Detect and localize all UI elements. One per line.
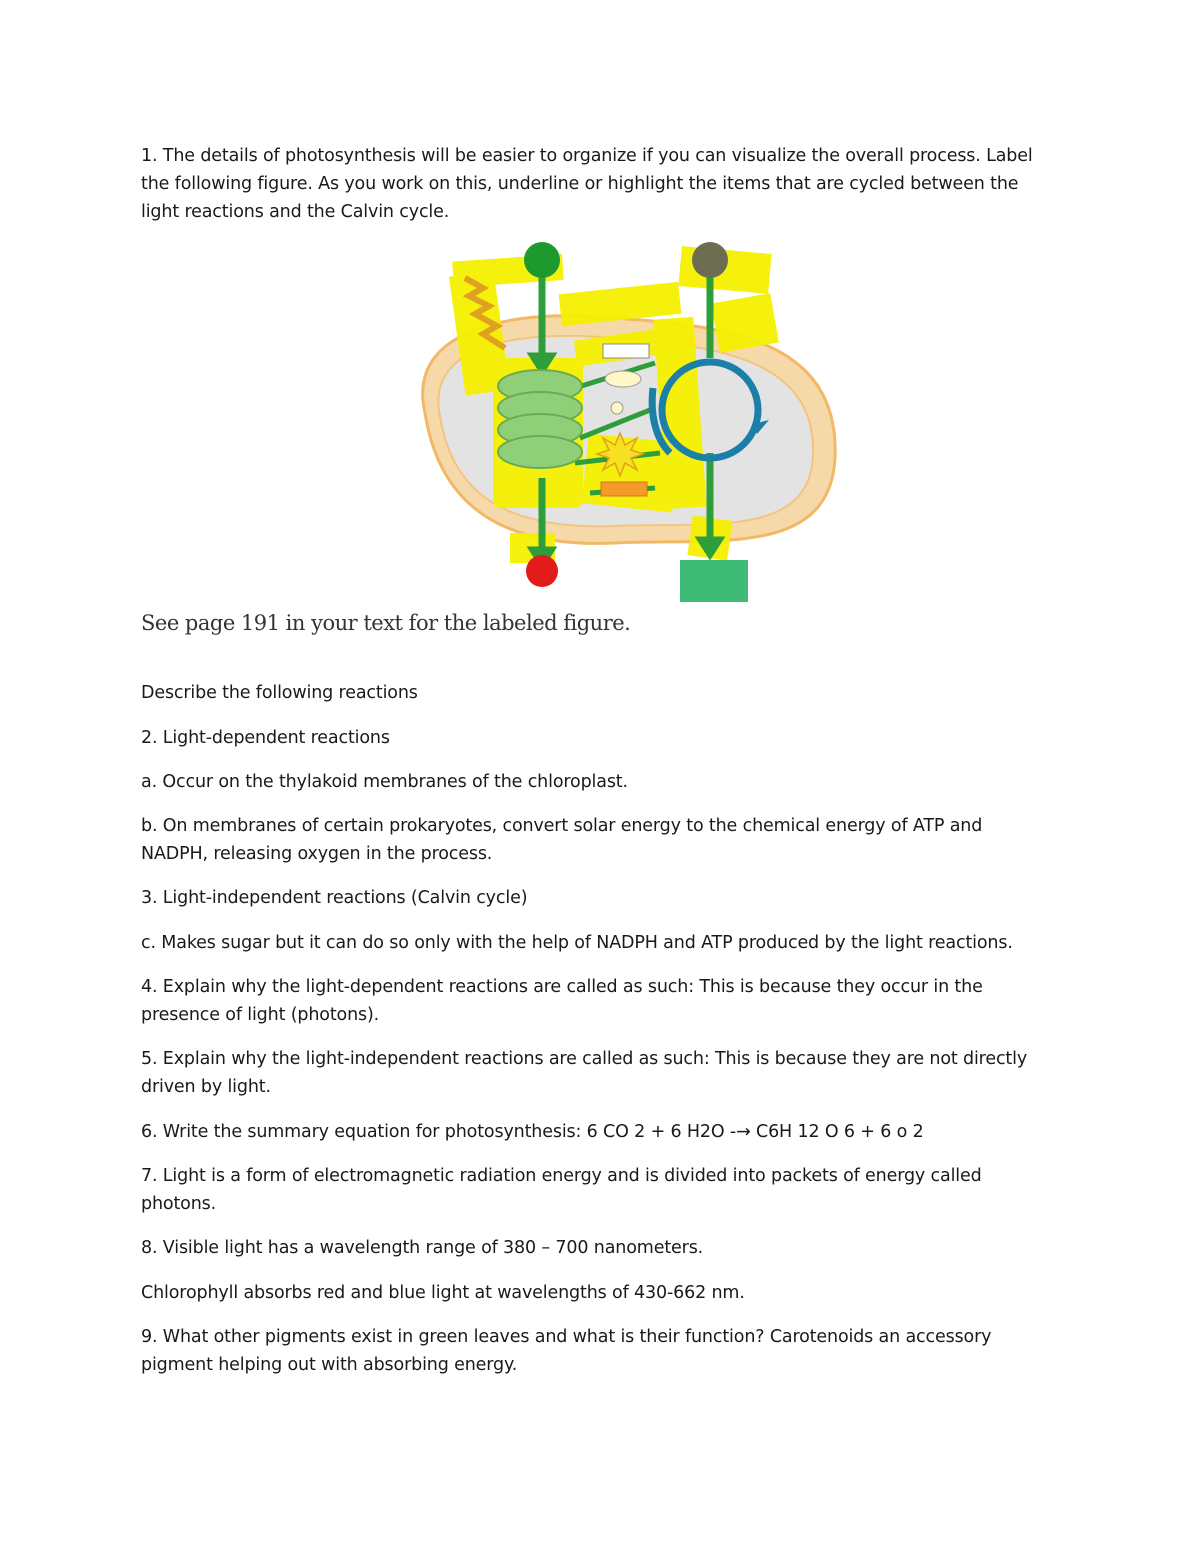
question-7: 7. Light is a form of electromagnetic radiation energy and is divided into packets of energy called photons. bbox=[141, 1166, 982, 1214]
question-2: 2. Light-dependent reactions bbox=[141, 728, 390, 748]
question-4: 4. Explain why the light-dependent reactions are called as such: This is because they occur in the presence of light (photons). bbox=[141, 977, 983, 1025]
answer-2a: a. Occur on the thylakoid membranes of the chloroplast. bbox=[141, 772, 628, 792]
answer-2b: b. On membranes of certain prokaryotes, convert solar energy to the chemical energy of ATP and NADPH, releasing oxygen in the process. bbox=[141, 816, 983, 864]
question-8: 8. Visible light has a wavelength range of 380 – 700 nanometers. bbox=[141, 1238, 704, 1258]
chloroplast-diagram bbox=[385, 238, 845, 608]
thylakoid-stack bbox=[498, 370, 582, 468]
photosynthesis-figure bbox=[385, 238, 845, 608]
co2-molecule bbox=[692, 242, 728, 278]
adp-ellipse bbox=[605, 371, 641, 387]
answer-3c: c. Makes sugar but it can do so only with the help of NADPH and ATP produced by the light reactions. bbox=[141, 933, 1013, 953]
sugar-product bbox=[680, 560, 748, 602]
atp-star-icon bbox=[597, 433, 643, 476]
question-9: 9. What other pigments exist in green leaves and what is their function? Carotenoids an accessory pigment helping out with absorbing energy. bbox=[141, 1327, 992, 1375]
water-molecule bbox=[524, 242, 560, 278]
intro-text: Describe the following reactions bbox=[141, 683, 418, 703]
nadph-box bbox=[601, 482, 647, 496]
question-5: 5. Explain why the light-independent reactions are called as such: This is because they are not directly driven by light. bbox=[141, 1049, 1028, 1097]
question-6: 6. Write the summary equation for photosynthesis: 6 CO 2 + 6 H2O -→ C6H 12 O 6 + 6 o 2 bbox=[141, 1122, 924, 1142]
question-1: 1. The details of photosynthesis will be easier to organize if you can visualize the overall process. Label the following figure. As you work on this, underline or highlight the items that are cycled between the light reactions and the Calvin cycle. bbox=[141, 146, 1033, 222]
question-3: 3. Light-independent reactions (Calvin cycle) bbox=[141, 888, 528, 908]
chlorophyll-text: Chlorophyll absorbs red and blue light at wavelengths of 430-662 nm. bbox=[141, 1283, 745, 1303]
nadp-box bbox=[603, 344, 649, 358]
oxygen-molecule bbox=[526, 555, 558, 587]
phosphate-circle bbox=[611, 402, 623, 414]
figure-caption: See page 191 in your text for the labeled figure. bbox=[141, 611, 631, 635]
